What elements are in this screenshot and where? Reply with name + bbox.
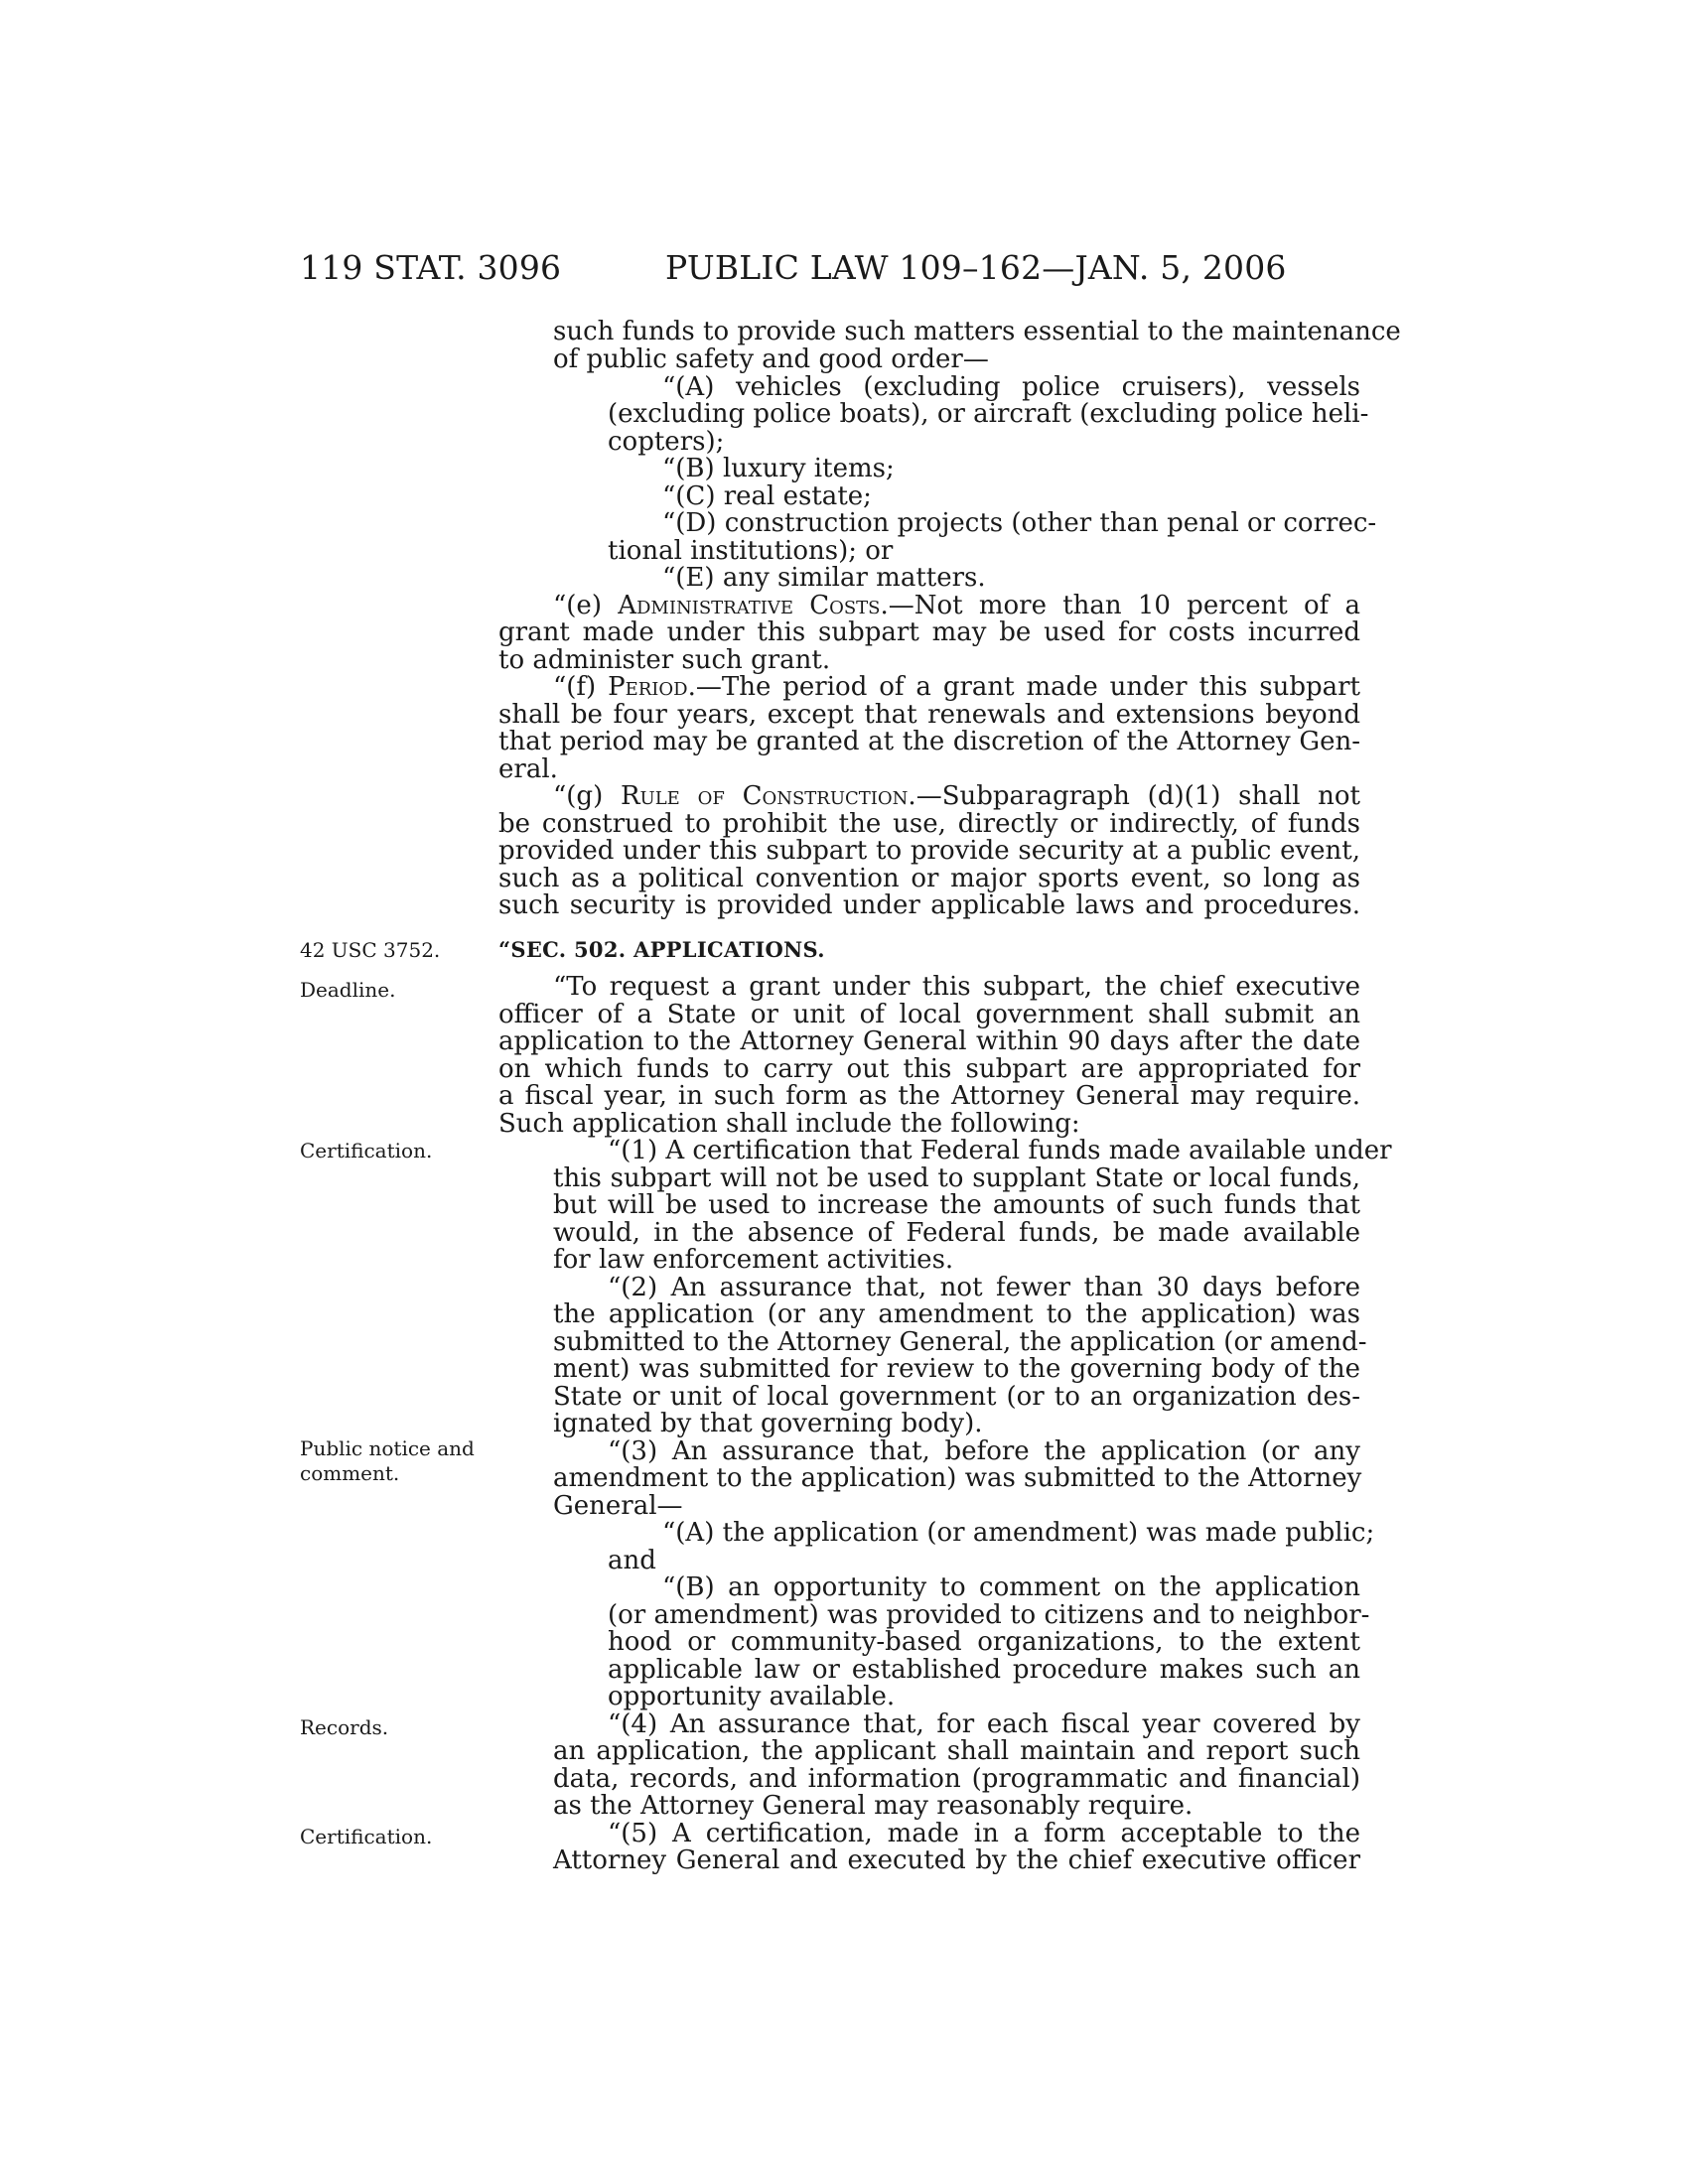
body-line: “(1) A certification that Federal funds made available under <box>608 1136 1392 1165</box>
body-line: and <box>608 1546 656 1575</box>
body-line: on which funds to carry out this subpart are appropriated for <box>498 1054 1360 1084</box>
body-line: opportunity available. <box>608 1682 896 1711</box>
body-line: Attorney General and executed by the chief executive officer <box>553 1845 1360 1875</box>
body-line: (excluding police boats), or aircraft (excluding police heli- <box>608 399 1369 429</box>
body-line: “(5) A certification, made in a form acceptable to the <box>608 1819 1360 1848</box>
body-line: hood or community-based organizations, to the extent <box>608 1627 1360 1657</box>
body-line: applicable law or established procedure makes such an <box>608 1655 1360 1685</box>
body-line: an application, the applicant shall maintain and report such <box>553 1736 1360 1766</box>
body-line: “(4) An assurance that, for each fiscal year covered by <box>608 1709 1360 1739</box>
subsection-f-heading-line: “(f) Period.—The period of a grant made under this subpart <box>553 672 1361 702</box>
body-line: the application (or any amendment to the application) was <box>553 1299 1360 1329</box>
body-line: this subpart will not be used to supplant State or local funds, <box>553 1163 1360 1193</box>
subsection-heading: Administrative Costs. <box>618 591 889 620</box>
body-line: officer of a State or unit of local government shall submit an <box>498 1000 1360 1029</box>
body-line: ment) was submitted for review to the governing body of the <box>553 1354 1360 1384</box>
body-line: grant made under this subpart may be used for costs incurred <box>498 617 1360 647</box>
body-line: General— <box>553 1491 683 1521</box>
body-line: a fiscal year, in such form as the Attorney General may require. <box>498 1081 1360 1111</box>
body-line: (or amendment) was provided to citizens and to neighbor- <box>608 1600 1370 1630</box>
body-line: tional institutions); or <box>608 536 894 566</box>
body-line: “To request a grant under this subpart, the chief executive <box>553 972 1360 1002</box>
margin-note-certification-2: Certification. <box>300 1825 433 1848</box>
body-line: “(B) an opportunity to comment on the application <box>662 1572 1360 1602</box>
body-line: “(A) the application (or amendment) was made public; <box>662 1518 1375 1548</box>
margin-note-certification: Certification. <box>300 1139 433 1162</box>
subsection-heading: Rule of Construction. <box>620 781 916 811</box>
body-line: amendment to the application) was submitted to the Attorney <box>553 1463 1362 1493</box>
margin-note-records: Records. <box>300 1715 389 1739</box>
body-line: eral. <box>498 754 558 784</box>
body-line: “(A) vehicles (excluding police cruisers), vessels <box>662 372 1360 402</box>
body-line: “(B) luxury items; <box>662 454 895 483</box>
body-line: that period may be granted at the discretion of the Attorney Gen- <box>498 727 1360 756</box>
body-line: would, in the absence of Federal funds, be made available <box>553 1218 1360 1248</box>
body-line: copters); <box>608 427 725 457</box>
body-line: shall be four years, except that renewals and extensions beyond <box>498 700 1360 730</box>
body-line: data, records, and information (programmatic and financial) <box>553 1764 1360 1794</box>
body-line: “(2) An assurance that, not fewer than 30 days before <box>608 1273 1360 1302</box>
body-line: Such application shall include the following: <box>498 1109 1080 1139</box>
body-line: as the Attorney General may reasonably require. <box>553 1791 1194 1821</box>
body-line: provided under this subpart to provide security at a public event, <box>498 836 1360 866</box>
body-line: to administer such grant. <box>498 645 831 675</box>
body-line: for law enforcement activities. <box>553 1245 954 1275</box>
body-line: submitted to the Attorney General, the application (or amend- <box>553 1327 1367 1357</box>
subsection-e-heading-line: “(e) Administrative Costs.—Not more than 10 percent of a <box>553 591 1360 620</box>
public-law-header: PUBLIC LAW 109–162—JAN. 5, 2006 <box>665 248 1287 287</box>
subsection-heading: Period. <box>608 672 696 702</box>
body-line: “(3) An assurance that, before the application (or any <box>608 1436 1360 1466</box>
body-line: State or unit of local government (or to an organization des- <box>553 1382 1360 1412</box>
subsection-g-heading-line: “(g) Rule of Construction.—Subparagraph (d)(1) shall not <box>553 781 1360 811</box>
body-line: be construed to prohibit the use, directly or indirectly, of funds <box>498 809 1360 839</box>
body-line: such security is provided under applicable laws and procedures. <box>498 890 1360 920</box>
body-line: “(D) construction projects (other than penal or correc- <box>662 508 1377 538</box>
body-line: of public safety and good order— <box>553 344 989 374</box>
margin-note-public-notice <box>300 1436 479 1486</box>
margin-note-public-notice-line2: comment. <box>300 1461 400 1485</box>
section-heading: “SEC. 502. APPLICATIONS. <box>498 937 825 962</box>
body-line: “(E) any similar matters. <box>662 563 986 593</box>
body-line: ignated by that governing body). <box>553 1409 983 1438</box>
body-line: such funds to provide such matters essential to the maintenance <box>553 317 1401 346</box>
margin-note-deadline: Deadline. <box>300 978 396 1002</box>
margin-note-public-notice-line1: Public notice and <box>300 1436 475 1460</box>
body-line: “(C) real estate; <box>662 481 872 511</box>
statute-page-number: 119 STAT. 3096 <box>300 248 562 287</box>
margin-note-usc: 42 USC 3752. <box>300 938 441 962</box>
body-line: such as a political convention or major sports event, so long as <box>498 864 1360 893</box>
body-line: application to the Attorney General within 90 days after the date <box>498 1026 1360 1056</box>
body-line: but will be used to increase the amounts of such funds that <box>553 1190 1360 1220</box>
